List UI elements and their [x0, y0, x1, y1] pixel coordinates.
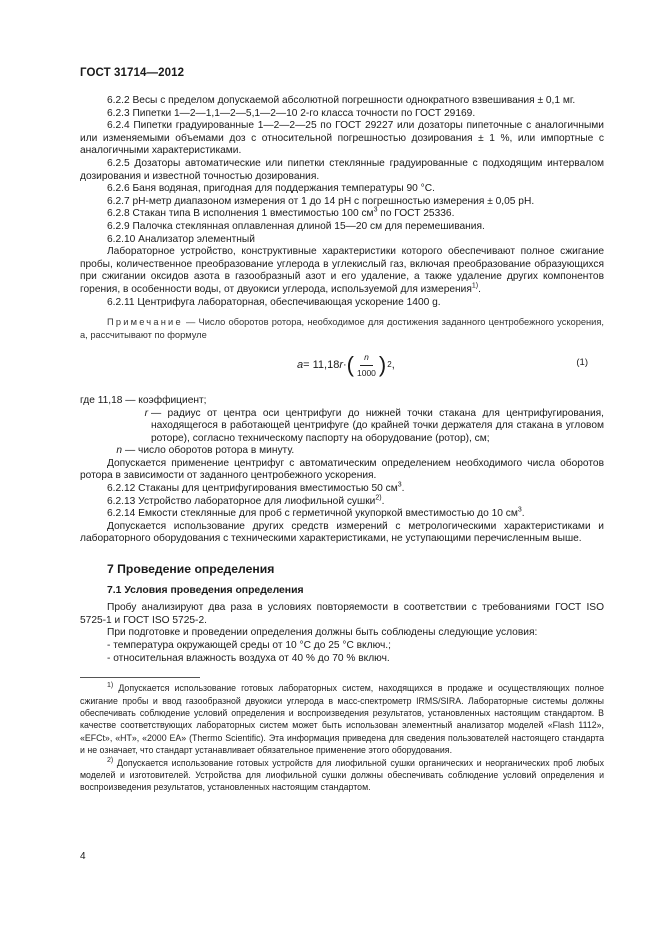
formula-number: (1)	[576, 356, 588, 368]
where-intro: где 11,18 — коэффициент;	[80, 394, 207, 406]
clause-6-2-12: 6.2.12 Стаканы для центрифугирования вместимостью 50 $см^3$.	[107, 481, 405, 495]
note-label: Примечание	[107, 317, 183, 328]
document-body	[80, 95, 604, 794]
clause-6-2-2: 6.2.2 Весы с пределом допускаемой абсолютной погрешности однократного взвешивания ± 0,1 мг.	[107, 95, 576, 106]
clause-6-2-3: 6.2.3 Пипетки 1—2—1,1—2—5,1—2—10 2-го класса точности по ГОСТ 29169.	[107, 107, 476, 119]
condition-humidity: - относительная влажность воздуха от 40 % до 70 % включ.	[107, 652, 390, 664]
footnote-1: $^{1)}$ Допускается использование готовых лабораторных систем, находящихся в продаже и осуществляющих полное сжигание пробы и ввод газообразной двуокиси углерода в масс-спектрометр IRMS/SIRA. Лабораторные системы должны обеспечивать соблюдение условий определения и воспроизведения результатов, установленных настоящим стандартом. В качестве соответствующих лабораторных систем может быть использован элементный анализатор моделей «Flash 1112», «EFCt», «HT», «2000 EA» (Thermo Scientific). Эта информация приведена для сведения пользователей настоящего стандарта и не означает, что стандарт устанавливает обязательное применение этого оборудования.	[80, 682, 604, 756]
centrifuge-allowance: Допускается применение центрифуг с автоматическим определением необходимого числа оборотов ротора в зависимости от заданного центробежного ускорения.	[80, 457, 604, 482]
clause-6-2-13: 6.2.13 Устройство лабораторное для лиофильной сушки$^{2)}$.	[107, 494, 385, 507]
where-list	[80, 408, 604, 458]
clause-6-2-7: 6.2.7 pH-метр диапазоном измерения от 1 до 14 pH с погрешностью измерения ± 0,05 pH.	[107, 195, 535, 207]
subsection-7-1-title: 7.1 Условия проведения определения	[107, 584, 304, 596]
formula-1	[80, 343, 604, 395]
clause-6-2-9: 6.2.9 Палочка стеклянная оплавленная длиной 15—20 см для перемешивания.	[107, 220, 485, 232]
where-item-r: r — радиус от центра оси центрифуги до нижней точки стакана для центрифугирования, находящегося в работающей центрифуге (до крайней точки держателя для стакана в угловом роторе), согласно техническому паспорту на оборудование (ротор), см;	[144, 407, 604, 444]
footnote-ref-1[interactable]: 1)	[471, 282, 479, 290]
formula-fraction: $\frac{n}{1000}$	[357, 351, 376, 378]
clause-6-2-14: 6.2.14 Емкости стеклянные для проб с герметичной укупоркой вместимостью до 10 $см^3$.	[107, 506, 525, 520]
where-item-n: n — число оборотов ротора в минуту.	[116, 445, 295, 457]
equipment-allowance: Допускается использование других средств измерений с метрологическими характеристиками и лабораторного оборудования с техническими характеристиками, не уступающими перечисленным выше.	[80, 520, 604, 545]
note-text: — Число оборотов ротора, необходимое для достижения заданного центробежного ускорения, а, рассчитывают по формуле	[80, 317, 604, 340]
footnote-ref-2[interactable]: 2)	[375, 494, 382, 502]
document-header: ГОСТ 31714—2012	[80, 67, 185, 79]
clause-6-2-8: 6.2.8 Стакан типа В исполнения 1 вместимостью 100 $см^3$ по ГОСТ 25336.	[107, 206, 455, 220]
footnote-divider	[80, 677, 200, 678]
formula-expression: a = 11,18 r · ( $\frac{n}{1000}$ ) 2 ,	[297, 351, 395, 378]
clause-6-2-11: 6.2.11 Центрифуга лабораторная, обеспечивающая ускорение 1400 g.	[107, 296, 441, 308]
clause-6-2-10: 6.2.10 Анализатор элементный	[107, 233, 255, 245]
footnote-2: $^{2)}$ Допускается использование готовых устройств для лиофильной сушки органических и неорганических проб любых моделей и изготовителей. Устройства для лиофильной сушки должны обеспечивать соблюдение условий определения и воспроизведения результатов, установленных настоящим стандартом.	[80, 756, 604, 793]
note	[80, 316, 604, 341]
section-7-1-para-1: Пробу анализируют два раза в условиях повторяемости в соответствии с требованиями ГОСТ ISO 5725-1 и ГОСТ ISO 5725-2.	[80, 602, 604, 626]
clause-6-2-6: 6.2.6 Баня водяная, пригодная для поддержания температуры 90 °С.	[107, 183, 435, 195]
analyzer-description: Лабораторное устройство, конструктивные характеристики которого обеспечивают полное сжигание пробы, количественное преобразование углерода в углекислый газ, включая преобразование образующихся при сжигании оксидов азота в газообразный азот и его удаление, а также удаление других компонентов горения, в особенности воды, от двуокиси углерода, используемой для измерения$^{1)}$.	[80, 246, 604, 295]
clause-6-2-4: 6.2.4 Пипетки градуированные 1—2—2—25 по ГОСТ 29227 или дозаторы пипеточные с аналогичными или изменяемыми объемами доз с относительной погрешностью дозирования ± 1 %, или импортные с аналогичными характеристиками.	[80, 120, 604, 157]
footnotes	[80, 682, 604, 794]
page-number: 4	[80, 851, 86, 862]
clause-6-2-5: 6.2.5 Дозаторы автоматические или пипетки стеклянные градуированные с подходящим интервалом дозирования и известной точностью дозирования.	[80, 157, 604, 182]
condition-temperature: - температура окружающей среды от 10 °С до 25 °С включ.;	[107, 640, 391, 651]
section-7-title: 7 Проведение определения	[107, 562, 275, 577]
section-7-1-para-2: При подготовке и проведении определения должны быть соблюдены следующие условия:	[107, 627, 538, 639]
